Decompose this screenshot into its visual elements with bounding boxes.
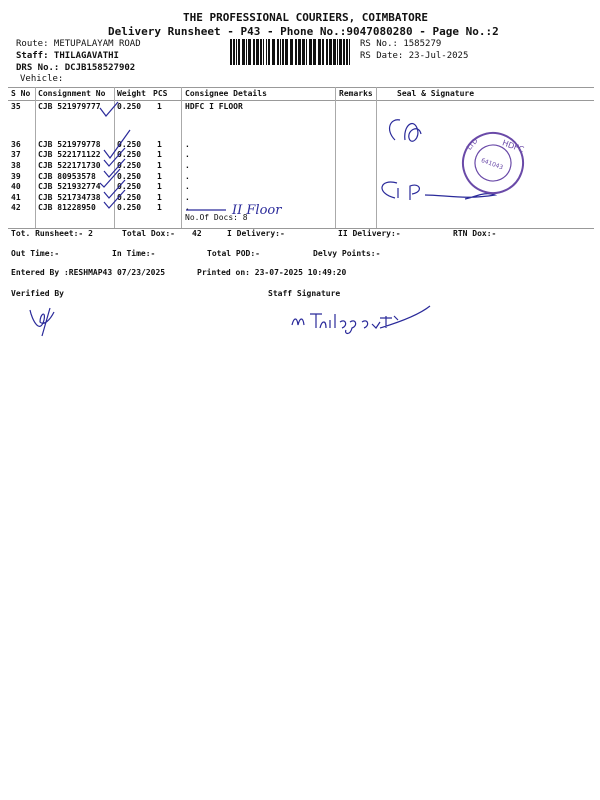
row-cn: CJB 81228950 — [38, 203, 96, 212]
row-sno: 40 — [11, 182, 21, 191]
staff-signature-label: Staff Signature — [268, 289, 341, 298]
hdfc-stamp — [453, 124, 531, 201]
row-details: HDFC I FLOOR — [185, 102, 243, 111]
verified-by-label: Verified By — [11, 289, 64, 298]
row-cn: CJB 80953578 — [38, 172, 96, 181]
col-pcs: PCS — [153, 89, 168, 98]
row-sno: 41 — [11, 193, 21, 202]
row-sno: 35 — [11, 102, 21, 111]
total-pod: Total POD:- — [207, 249, 260, 258]
check-mark — [104, 130, 130, 158]
svg-text:HDFC: HDFC — [501, 138, 526, 155]
runsheet-subtitle: Delivery Runsheet - P43 - Phone No.:9047080280 - Page No.:2 — [108, 25, 499, 38]
rs-no: RS No.: 1585279 — [360, 39, 442, 49]
company-title: THE PROFESSIONAL COURIERS, COIMBATORE — [183, 11, 429, 24]
signature-initials — [390, 120, 421, 141]
row-wt: 0.250 — [117, 140, 142, 149]
check-mark — [100, 102, 118, 116]
row-details: . — [185, 140, 190, 149]
col-seal: Seal & Signature — [397, 89, 475, 98]
out-time: Out Time:- — [11, 249, 60, 258]
row-pcs: 1 — [157, 182, 162, 191]
row-wt: 0.250 — [117, 203, 142, 212]
row-pcs: 1 — [157, 150, 162, 159]
rtn-dox: RTN Dox:- — [453, 229, 497, 238]
row-pcs: 1 — [157, 161, 162, 170]
col-consignment: Consignment No — [38, 89, 106, 98]
row-pcs: 1 — [157, 172, 162, 181]
col-weight: Weight — [117, 89, 146, 98]
row-pcs: 1 — [157, 102, 162, 111]
printed-on: Printed on: 23-07-2025 10:49:20 — [197, 268, 347, 277]
row-details: . — [185, 193, 190, 202]
i-delivery: I Delivery:- — [227, 229, 285, 238]
no-of-docs: No.Of Docs: 8 — [185, 213, 248, 222]
row-wt: 0.250 — [117, 172, 142, 181]
col-sno: S No — [11, 89, 31, 98]
staff: Staff: THILAGAVATHI — [16, 51, 119, 61]
row-cn: CJB 522171730 — [38, 161, 101, 170]
delvy-points: Delvy Points:- — [313, 249, 381, 258]
entered-by: Entered By :RESHMAP43 07/23/2025 — [11, 268, 166, 277]
consignee-signature — [382, 182, 495, 200]
vehicle: Vehicle: — [20, 74, 64, 84]
row-details: . — [185, 161, 190, 170]
row-wt: 0.250 — [117, 193, 142, 202]
route: Route: METUPALAYAM ROAD — [16, 39, 141, 49]
total-dox-label: Total Dox:- — [122, 229, 175, 238]
row-cn: CJB 521979778 — [38, 140, 101, 149]
svg-text:641043: 641043 — [480, 157, 504, 172]
row-cn: CJB 522171122 — [38, 150, 101, 159]
row-sno: 37 — [11, 150, 21, 159]
row-sno: 39 — [11, 172, 21, 181]
row-wt: 0.250 — [117, 182, 142, 191]
row-sno: 38 — [11, 161, 21, 170]
tot-runsheet: Tot. Runsheet:- 2 — [11, 229, 93, 238]
verifier-signature — [30, 308, 54, 336]
row-sno: 42 — [11, 203, 21, 212]
row-wt: 0.250 — [117, 161, 142, 170]
row-wt: 0.250 — [117, 150, 142, 159]
drs-no: DRS No.: DCJB158527902 — [16, 63, 136, 73]
row-cn: CJB 521979777 — [38, 102, 101, 111]
in-time: In Time:- — [112, 249, 156, 258]
rs-date: RS Date: 23-Jul-2025 — [360, 51, 469, 61]
check-marks — [100, 148, 125, 208]
row-pcs: 1 — [157, 193, 162, 202]
svg-text:LTD: LTD — [465, 136, 480, 152]
row-wt: 0.250 — [117, 102, 142, 111]
ii-delivery: II Delivery:- — [338, 229, 401, 238]
row-details: . — [185, 182, 190, 191]
row-cn: CJB 521734738 — [38, 193, 101, 202]
row-sno: 36 — [11, 140, 21, 149]
row-pcs: 1 — [157, 140, 162, 149]
row-cn: CJB 521932774 — [38, 182, 101, 191]
row-pcs: 1 — [157, 203, 162, 212]
row-details: . — [185, 203, 190, 212]
col-remarks: Remarks — [339, 89, 373, 98]
total-dox-value: 42 — [192, 229, 202, 238]
row-details: . — [185, 150, 190, 159]
handwritten-note: II Floor — [232, 203, 282, 218]
staff-signature — [292, 306, 430, 334]
row-details: . — [185, 172, 190, 181]
col-consignee: Consignee Details — [185, 89, 267, 98]
